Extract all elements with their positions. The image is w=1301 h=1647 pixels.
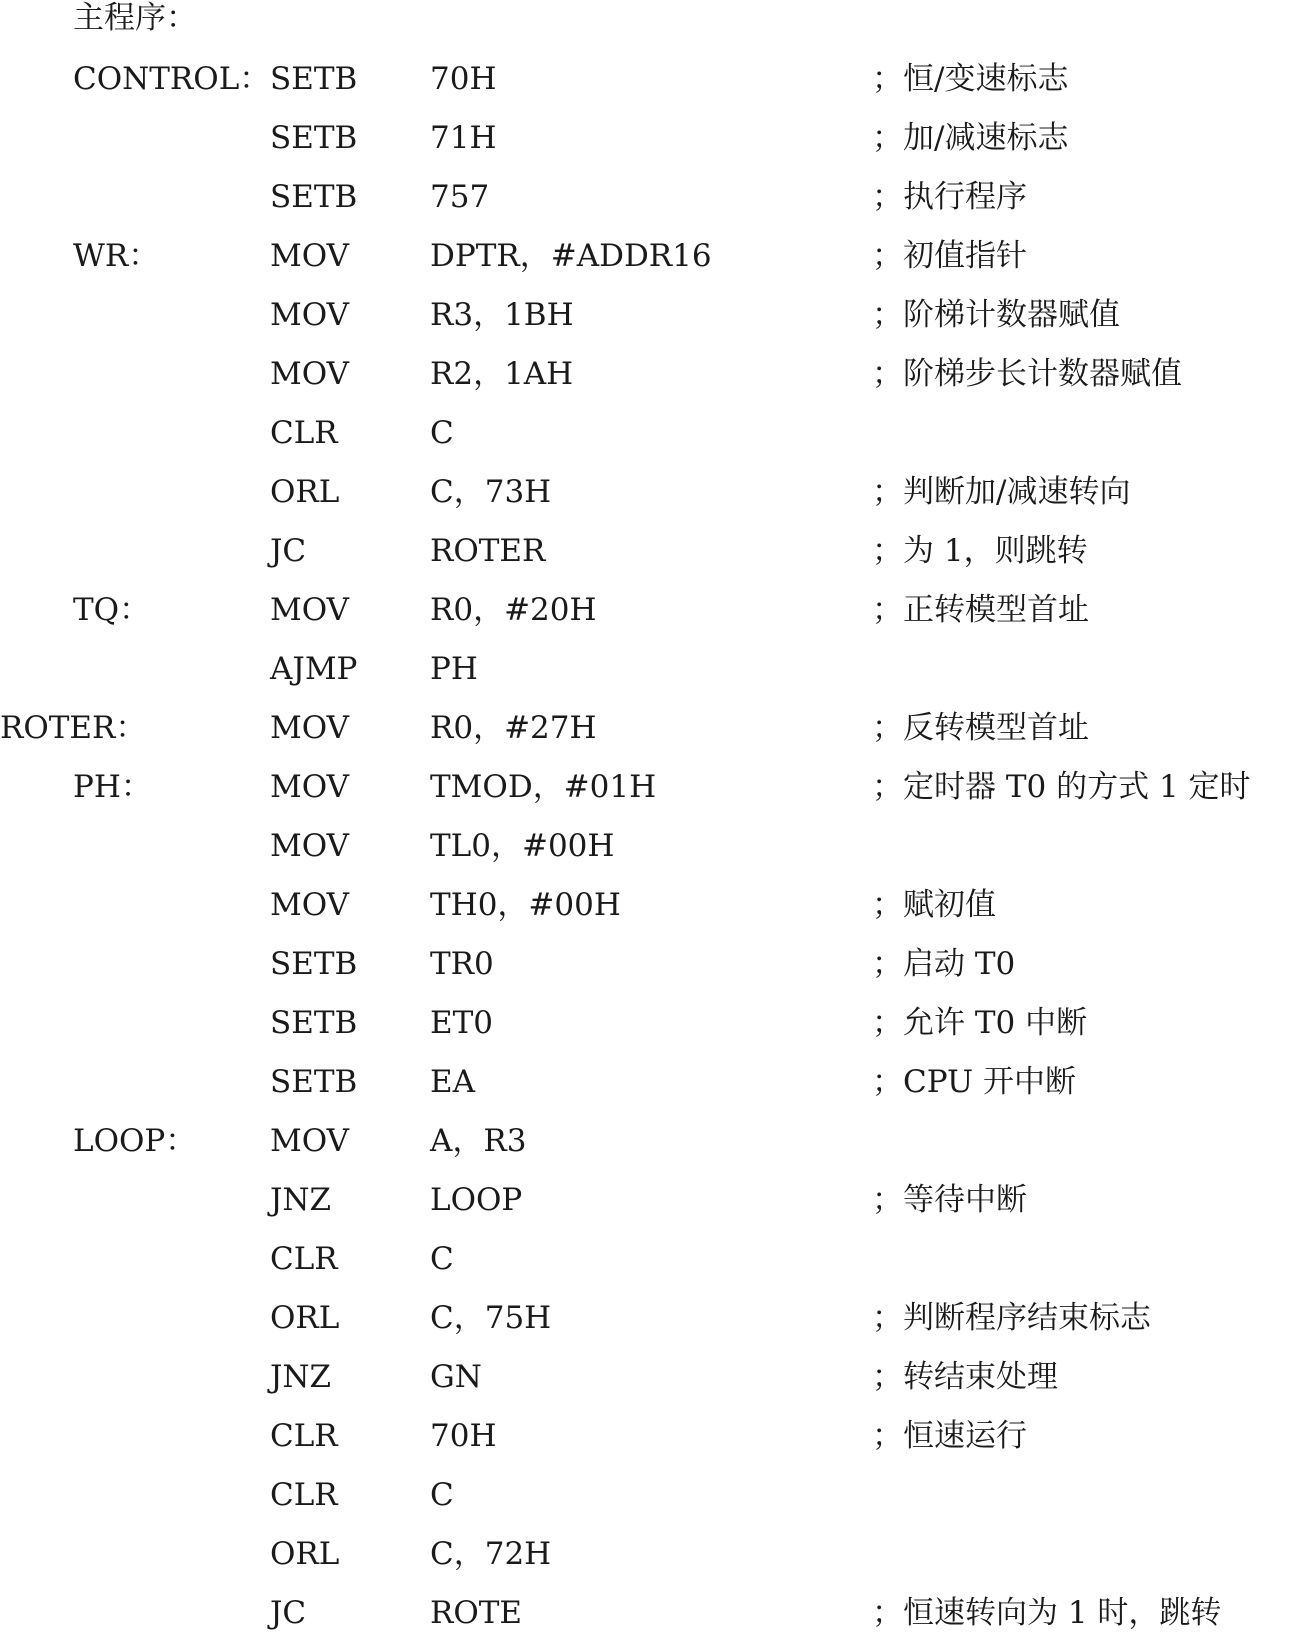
code-operand: ROTE [430, 1595, 523, 1631]
code-mnemonic: JNZ [270, 1182, 332, 1218]
code-operand: TMOD，#01H [430, 769, 657, 805]
code-line [0, 585, 1301, 644]
code-line [0, 880, 1301, 939]
code-line [0, 1116, 1301, 1175]
code-label: ROTER： [0, 710, 147, 746]
code-comment: ；赋初值 [872, 887, 996, 923]
code-line [0, 54, 1301, 113]
code-mnemonic: ORL [270, 1300, 340, 1336]
code-label: WR： [73, 238, 160, 274]
code-line [0, 703, 1301, 762]
code-mnemonic: MOV [270, 356, 349, 392]
code-comment: ；正转模型首址 [872, 592, 1089, 628]
code-mnemonic: CLR [270, 1418, 338, 1454]
code-comment: ；阶梯步长计数器赋值 [872, 356, 1182, 392]
code-operand: TH0，#00H [430, 887, 621, 923]
code-label: LOOP： [73, 1123, 197, 1159]
code-comment: ；CPU 开中断 [872, 1064, 1077, 1100]
assembly-listing [0, 54, 1301, 1647]
code-comment: ；转结束处理 [872, 1359, 1058, 1395]
code-comment: ；启动 T0 [872, 946, 1016, 982]
code-mnemonic: MOV [270, 710, 349, 746]
code-comment: ；反转模型首址 [872, 710, 1089, 746]
code-line [0, 172, 1301, 231]
code-mnemonic: SETB [270, 120, 358, 156]
code-mnemonic: MOV [270, 1123, 349, 1159]
code-mnemonic: SETB [270, 179, 358, 215]
code-label: PH： [73, 769, 152, 805]
code-mnemonic: CLR [270, 415, 338, 451]
code-mnemonic: MOV [270, 592, 349, 628]
code-comment: ；为 1，则跳转 [872, 533, 1088, 569]
code-line [0, 526, 1301, 585]
code-mnemonic: SETB [270, 946, 358, 982]
code-line [0, 1529, 1301, 1588]
code-operand: C [430, 1477, 454, 1513]
code-line [0, 113, 1301, 172]
code-mnemonic: MOV [270, 887, 349, 923]
code-operand: R0，#27H [430, 710, 597, 746]
code-operand: TL0，#00H [430, 828, 615, 864]
code-mnemonic: SETB [270, 1064, 358, 1100]
code-mnemonic: AJMP [270, 651, 358, 687]
code-comment: ；执行程序 [872, 179, 1027, 215]
code-label: TQ： [73, 592, 151, 628]
code-line [0, 467, 1301, 526]
code-line [0, 644, 1301, 703]
code-line [0, 408, 1301, 467]
code-mnemonic: MOV [270, 238, 349, 274]
code-mnemonic: ORL [270, 474, 340, 510]
code-mnemonic: SETB [270, 61, 358, 97]
code-line [0, 939, 1301, 998]
code-comment: ；判断程序结束标志 [872, 1300, 1151, 1336]
code-operand: PH [430, 651, 478, 687]
code-mnemonic: JC [270, 533, 307, 569]
code-comment: ；恒速运行 [872, 1418, 1027, 1454]
code-operand: LOOP [430, 1182, 523, 1218]
code-line [0, 821, 1301, 880]
code-mnemonic: CLR [270, 1241, 338, 1277]
code-line [0, 1293, 1301, 1352]
code-comment: ；恒速转向为 1 时，跳转 [872, 1595, 1222, 1631]
code-mnemonic: SETB [270, 1005, 358, 1041]
code-operand: 71H [430, 120, 497, 156]
code-comment: ；判断加/减速转向 [872, 474, 1131, 510]
code-operand: C，73H [430, 474, 552, 510]
code-line [0, 349, 1301, 408]
code-mnemonic: JC [270, 1595, 307, 1631]
code-operand: R0，#20H [430, 592, 597, 628]
code-label: CONTROL： [73, 61, 271, 97]
code-mnemonic: MOV [270, 769, 349, 805]
code-operand: 70H [430, 1418, 497, 1454]
code-operand: A，R3 [430, 1123, 527, 1159]
code-operand: ET0 [430, 1005, 494, 1041]
code-line [0, 290, 1301, 349]
code-operand: C，75H [430, 1300, 552, 1336]
code-operand: 757 [430, 179, 490, 215]
code-line [0, 1057, 1301, 1116]
code-comment: ；加/减速标志 [872, 120, 1069, 156]
code-operand: TR0 [430, 946, 494, 982]
code-line [0, 231, 1301, 290]
code-mnemonic: ORL [270, 1536, 340, 1572]
code-line [0, 1588, 1301, 1647]
code-comment: ；定时器 T0 的方式 1 定时 [872, 769, 1251, 805]
code-operand: C [430, 415, 454, 451]
code-operand: EA [430, 1064, 476, 1100]
section-heading: 主程序： [73, 0, 197, 36]
code-line [0, 1411, 1301, 1470]
code-mnemonic: MOV [270, 828, 349, 864]
code-mnemonic: JNZ [270, 1359, 332, 1395]
code-mnemonic: CLR [270, 1477, 338, 1513]
code-line [0, 762, 1301, 821]
code-operand: 70H [430, 61, 497, 97]
code-comment: ；等待中断 [872, 1182, 1027, 1218]
code-comment: ；初值指针 [872, 238, 1027, 274]
code-operand: ROTER [430, 533, 546, 569]
code-line [0, 1175, 1301, 1234]
code-operand: DPTR，#ADDR16 [430, 238, 712, 274]
code-line [0, 998, 1301, 1057]
code-operand: R2，1AH [430, 356, 574, 392]
code-line [0, 1352, 1301, 1411]
code-operand: C，72H [430, 1536, 552, 1572]
code-operand: GN [430, 1359, 482, 1395]
code-operand: R3，1BH [430, 297, 574, 333]
code-mnemonic: MOV [270, 297, 349, 333]
code-comment: ；阶梯计数器赋值 [872, 297, 1120, 333]
code-line [0, 1470, 1301, 1529]
code-operand: C [430, 1241, 454, 1277]
code-line [0, 1234, 1301, 1293]
code-comment: ；恒/变速标志 [872, 61, 1069, 97]
code-comment: ；允许 T0 中断 [872, 1005, 1088, 1041]
